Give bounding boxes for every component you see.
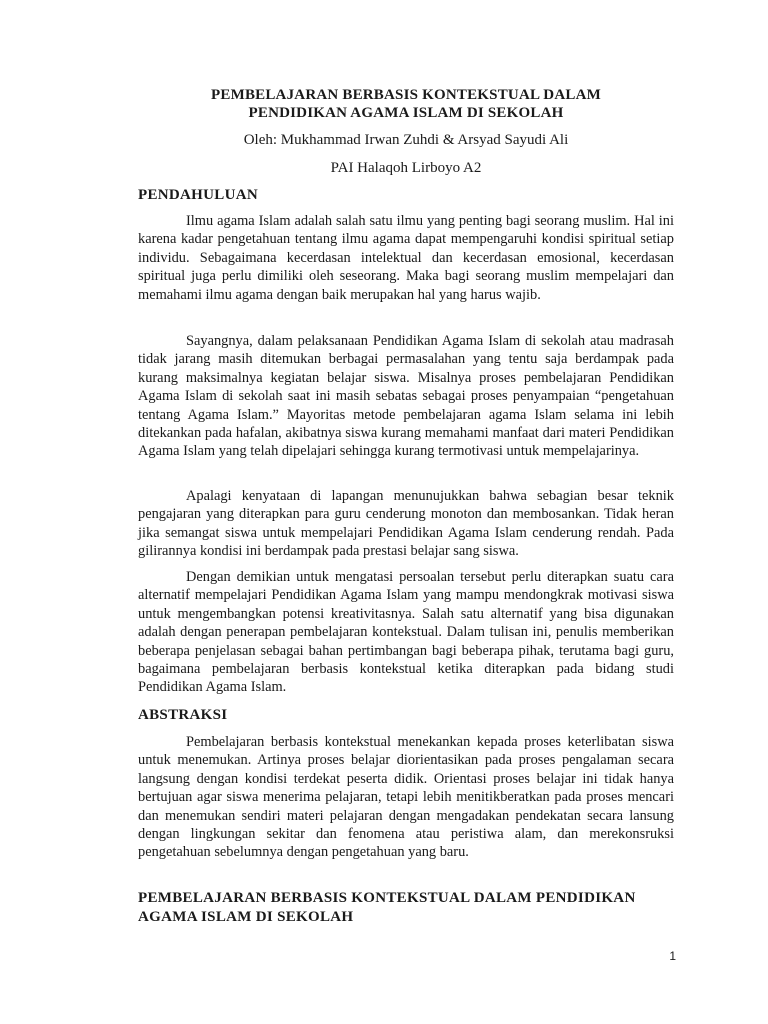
document-title	[138, 86, 674, 122]
section-heading-pembelajaran	[138, 889, 674, 927]
paragraph-abstraksi-1: Pembelajaran berbasis kontekstual menekankan kepada proses keterlibatan siswa untuk menemukan. Artinya proses belajar diorientasikan pada proses pengalaman secara langsung dengan kondisi terdekat peserta didik. Orientasi proses belajar ini tidak hanya bertujuan agar siswa menerima pelajaran, tetapi lebih menitikberatkan pada proses mencari dan menemukan sendiri materi pelajaran dengan mengadakan pendekatan secara lansung dengan lingkungan sekitar dan fenomena atau peristiwa alam, dan merekonsruksi pengetahuan sebelumnya dengan pengetahuan yang baru.	[138, 734, 674, 861]
section-heading-line-1: PEMBELAJARAN BERBASIS KONTEKSTUAL DALAM PENDIDIKAN	[138, 890, 636, 906]
title-line-1: PEMBELAJARAN BERBASIS KONTEKSTUAL DALAM	[211, 87, 601, 103]
paragraph-pendahuluan-1: Ilmu agama Islam adalah salah satu ilmu yang penting bagi seorang muslim. Hal ini karena kadar pengetahuan tentang ilmu agama dapat mempengaruhi kondisi spiritual setiap individu. Sebagaimana kecerdasan intelektual dan kecerdasan emosional, kecerdasan spiritual juga perlu dimiliki oleh seseorang. Maka bagi seorang muslim mempelajari dan memahami ilmu agama dengan baik merupakan hal yang harus wajib.	[138, 213, 674, 303]
title-line-2: PENDIDIKAN AGAMA ISLAM DI SEKOLAH	[248, 105, 564, 121]
paragraph-pendahuluan-3: Apalagi kenyataan di lapangan menunujukkan bahwa sebagian besar teknik pengajaran yang diterapkan para guru cenderung monoton dan membosankan. Tidak heran jika semangat siswa untuk mempelajari Pendidikan Agama Islam cenderung rendah. Pada gilirannya kondisi ini berdampak pada prestasi belajar sang siswa.	[138, 488, 674, 560]
paragraph-pendahuluan-4: Dengan demikian untuk mengatasi persoalan tersebut perlu diterapkan suatu cara alternatif mempelajari Pendidikan Agama Islam yang mampu mendongkrak motivasi siswa untuk mengembangkan potensi kreativitasnya. Salah satu alternatif yang bisa digunakan adalah dengan penerapan pembelajaran kontekstual. Dalam tulisan ini, penulis memberikan beberapa penjelasan sebagai bahan pertimbangan bagi beberapa pihak, terutama bagi guru, bagaimana pembelajaran berbasis kontekstual ketika diterapkan pada bidang studi Pendidikan Agama Islam.	[138, 569, 674, 696]
affiliation-line: PAI Halaqoh Lirboyo A2	[330, 160, 482, 176]
paragraph-pendahuluan-2: Sayangnya, dalam pelaksanaan Pendidikan Agama Islam di sekolah atau madrasah tidak jarang masih ditemukan berbagai permasalahan yang tentu saja berdampak pada kurang maksimalnya kegiatan belajar siswa. Misalnya proses pembelajaran Pendidikan Agama Islam di sekolah saat ini masih sebatas sebagai proses penyampaian “pengetahuan tentang Agama Islam.” Mayoritas metode pembelajaran agama Islam selama ini lebih ditekankan pada hafalan, akibatnya siswa kurang memahami manfaat dari materi Pendidikan Agama Islam yang telah dipelajari sehingga kurang termotivasi untuk mempelajarinya.	[138, 333, 674, 460]
page-number: 1	[669, 949, 676, 963]
section-heading-pendahuluan: PENDAHULUAN	[138, 187, 258, 203]
section-heading-abstraksi: ABSTRAKSI	[138, 707, 228, 723]
section-heading-line-2: AGAMA ISLAM DI SEKOLAH	[138, 909, 354, 925]
author-line: Oleh: Mukhammad Irwan Zuhdi & Arsyad Sayudi Ali	[243, 132, 569, 148]
